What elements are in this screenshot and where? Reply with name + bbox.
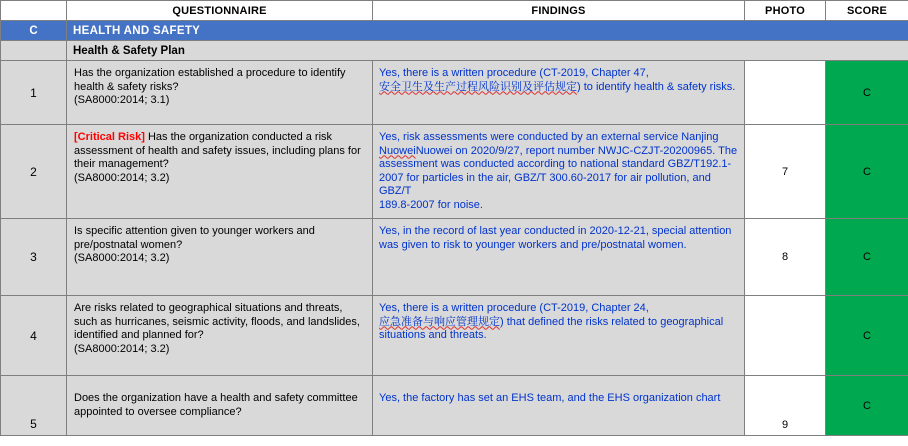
row-findings: [373, 376, 745, 436]
question-line: Is specific attention given to younger workers and: [74, 225, 315, 237]
finding-chinese-text: 应急准备与响应管理规定: [379, 315, 500, 328]
subsection-row: [1, 41, 908, 61]
question-line: Does the organization have a health and safety committee: [74, 392, 358, 404]
finding-line: assessment was conducted according to national standard GBZ/T192.1-: [379, 158, 732, 170]
table-row: [1, 376, 908, 436]
row-score: C: [826, 219, 908, 296]
row-score: C: [826, 125, 908, 219]
question-line: Has the organization established a procedure to identify: [74, 67, 346, 79]
question-line: appointed to oversee compliance?: [74, 405, 242, 418]
table-row: [1, 219, 908, 296]
column-header-questionnaire: QUESTIONNAIRE: [67, 1, 373, 21]
section-letter: C: [1, 21, 67, 41]
question-line: Has the organization conducted a risk: [144, 131, 333, 143]
question-reference: (SA8000:2014; 3.1): [74, 94, 170, 106]
question-line: assessment of health and safety issues, including plans for: [74, 144, 361, 157]
question-reference: (SA8000:2014; 3.2): [74, 342, 170, 355]
column-header-section: [1, 1, 67, 21]
finding-line: [379, 392, 720, 404]
row-number: 2: [1, 125, 67, 219]
question-line: health & safety risks?: [74, 80, 179, 93]
finding-line-text: Yes, the factory has set an EHS team, and the EHS organization chart: [379, 392, 721, 404]
row-score: C: [826, 296, 908, 376]
finding-line: 189.8-2007 for noise.: [379, 198, 483, 211]
row-photo: [745, 296, 826, 376]
question-line: their management?: [74, 158, 169, 170]
question-line: such as hurricanes, seismic activity, floods, and landslides,: [74, 315, 360, 328]
row-question: [67, 125, 373, 219]
finding-line: Yes, in the record of last year conducted in 2020-12-21, special attention: [379, 225, 732, 237]
question-reference: (SA8000:2014; 3.2): [74, 171, 170, 184]
table-row: [1, 296, 908, 376]
column-header-findings: FINDINGS: [373, 1, 745, 21]
row-question: [67, 376, 373, 436]
row-number: 3: [1, 219, 67, 296]
table-row: [1, 125, 908, 219]
section-title: HEALTH AND SAFETY: [67, 21, 908, 41]
question-line: identified and planned for?: [74, 329, 204, 341]
finding-text-tail: ) that defined the risks related to geographical situations and threats.: [379, 315, 724, 341]
row-findings: [373, 61, 745, 125]
finding-misspelled-word: Nuowei: [379, 144, 416, 157]
column-header-score: SCORE: [826, 1, 908, 21]
finding-text: Yes, there is a written procedure (CT-2019, Chapter 47,: [379, 67, 649, 79]
row-findings: [373, 219, 745, 296]
table-header-row: [1, 1, 908, 21]
finding-chinese-text: 安全卫生及生产过程风险识别及评估规定: [379, 80, 577, 93]
finding-line: 2007 for particles in the air, GBZ/T 300.60-2017 for air pollution, and GBZ/T: [379, 171, 711, 197]
finding-line: Yes, risk assessments were conducted by an external service Nanjing: [379, 131, 719, 143]
row-question: [67, 296, 373, 376]
table-row: [1, 61, 908, 125]
row-photo: 7: [745, 125, 826, 219]
question-line: pre/postnatal women?: [74, 238, 183, 251]
finding-text: Yes, there is a written procedure (CT-2019, Chapter 24,: [379, 302, 649, 314]
row-photo: 9: [745, 376, 826, 436]
critical-risk-tag: [Critical Risk]: [74, 131, 145, 143]
row-score: C: [826, 61, 908, 125]
subsection-blank-cell: [1, 41, 67, 61]
section-band-row: [1, 21, 908, 41]
row-number: 1: [1, 61, 67, 125]
row-question: [67, 219, 373, 296]
row-photo: [745, 61, 826, 125]
row-number: 5: [1, 376, 67, 436]
question-line: Are risks related to geographical situations and threats,: [74, 302, 343, 314]
row-number: 4: [1, 296, 67, 376]
column-header-photo: PHOTO: [745, 1, 826, 21]
question-reference: (SA8000:2014; 3.2): [74, 252, 170, 264]
finding-line: was given to risk to younger workers and pre/postnatal women.: [379, 238, 687, 251]
subsection-label: Health & Safety Plan: [67, 41, 908, 61]
finding-text-tail: ) to identify health & safety risks.: [577, 80, 736, 93]
row-findings: [373, 296, 745, 376]
row-findings: [373, 125, 745, 219]
row-question: [67, 61, 373, 125]
row-score: C: [826, 376, 908, 436]
finding-line: Nuowei on 2020/9/27, report number NWJC-CZJT-20200965. The: [415, 144, 738, 157]
row-photo: 8: [745, 219, 826, 296]
